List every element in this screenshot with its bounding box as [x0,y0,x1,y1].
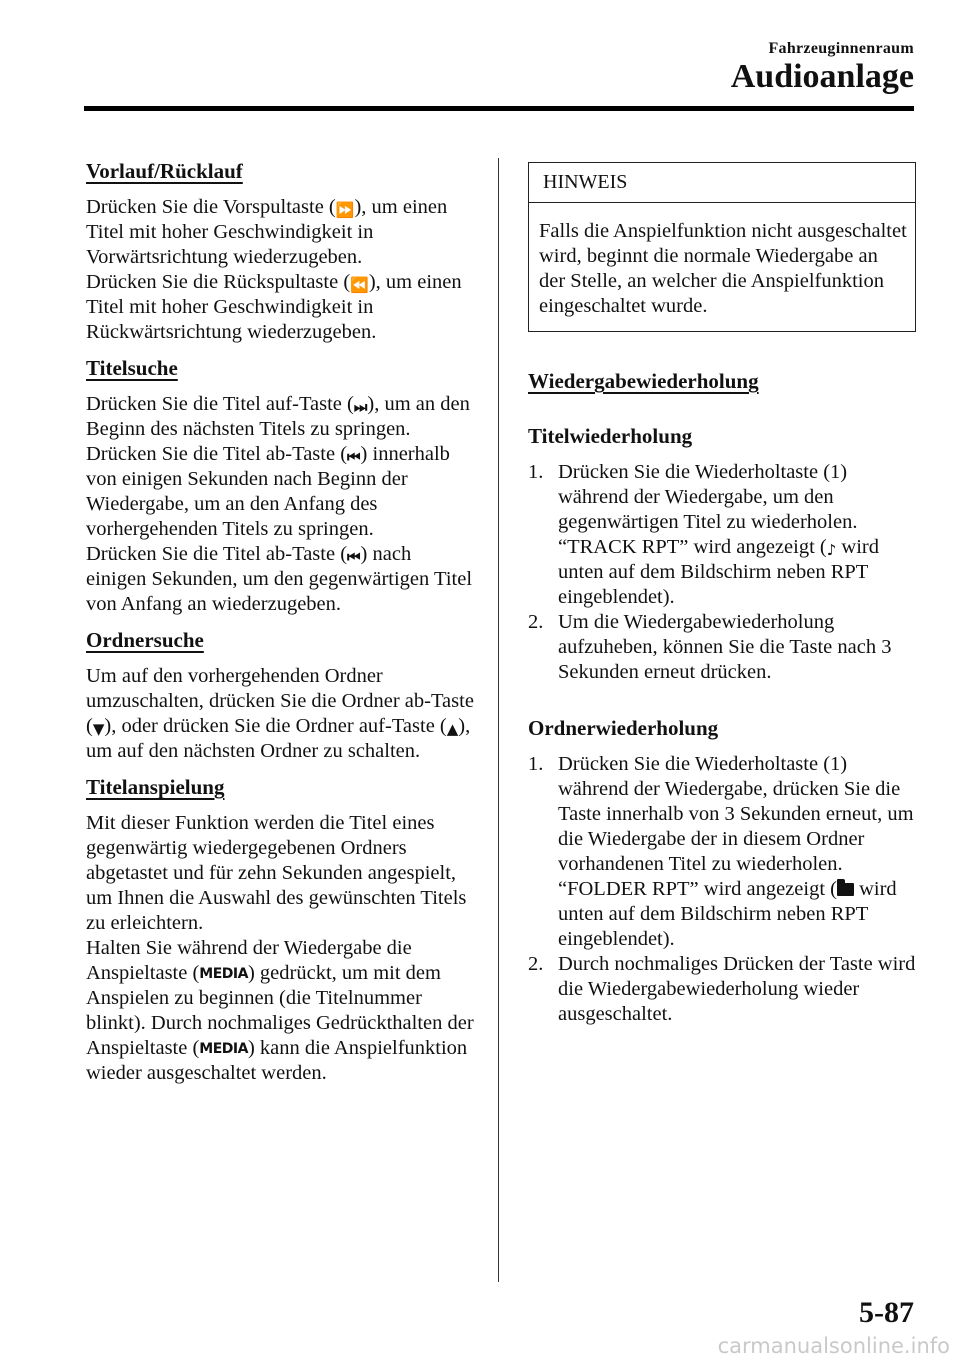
text: Um auf den vorhergehenden Ordner umzuschalten, drücken Sie die Ordner ab-Taste ( [86,665,474,737]
text: ), um einen Titel mit hoher Geschwindigkeit in Vorwärtsrichtung wiederzugeben. [86,196,448,268]
heading-titelsuche: Titelsuche [86,356,178,380]
heading-titelwiederholung: Titelwiederholung [528,424,693,448]
rewind-icon: ⏪ [350,276,369,294]
text: Drücken Sie die Titel ab-Taste ( [86,443,348,465]
paragraph-scan-intro: Mit dieser Funktion werden die Titel eines gegenwärtig wiedergegebenen Ordners abgetastet und für zehn Sekunden angespielt, um Ihnen die Auswahl des gewünschten Titels zu erleichtern. [86,812,467,934]
text: wird unten auf dem Bildschirm neben RPT eingeblendet). [558,536,879,608]
music-note-icon: ♪ [826,541,837,559]
header-rule [84,106,914,111]
page-title: Audioanlage [730,58,914,95]
page-number: 5-87 [859,1296,914,1329]
note-box [528,162,916,332]
fast-forward-icon: ⏩ [335,201,355,219]
note-title: HINWEIS [529,163,915,203]
heading-vorlauf-ruecklauf: Vorlauf/Rücklauf [86,159,243,183]
paragraph-restart-track [86,542,476,617]
right-column [528,162,916,1027]
text: ), um auf den nächsten Ordner zu schalten. [86,715,471,762]
list-number: 2. [528,953,544,975]
heading-ordnerwiederholung: Ordnerwiederholung [528,716,719,740]
list-text [558,460,916,610]
left-column [86,158,476,1086]
heading-ordnersuche: Ordnersuche [86,628,204,652]
list-item [528,952,916,1027]
column-divider [498,158,499,1282]
paragraph-scan-usage [86,936,476,1086]
text: Drücken Sie die Wiederholtaste (1) während der Wiedergabe, um den gegenwärtigen Titel zu wiederholen. “TRACK RPT” wird angezeigt ( [558,461,858,558]
media-button-icon: MEDIA [199,1041,248,1057]
folder-down-icon: ▼ [92,720,105,738]
text: ) nach einigen Sekunden, um den gegenwärtigen Titel von Anfang an wiederzugeben. [86,543,473,615]
list-number: 1. [528,753,544,775]
prev-track-icon: ⏮ [347,548,361,566]
list-text [558,752,916,952]
list-item [528,610,916,685]
text: Drücken Sie die Titel auf-Taste ( [86,393,354,415]
text: Drücken Sie die Vorspultaste ( [86,196,336,218]
paragraph-folder-search [86,664,476,764]
list-item [528,752,916,952]
text: ) gedrückt, um mit dem Anspielen zu beginnen (die Titelnummer blinkt). Durch nochmaliges Gedrückthalten der Anspieltaste ( [86,962,474,1059]
text: Drücken Sie die Rückspultaste ( [86,271,351,293]
paragraph-forward [86,195,476,270]
section-label: Fahrzeuginnenraum [768,40,914,57]
heading-titelanspielung: Titelanspielung [86,775,225,799]
folder-repeat-steps [528,752,916,1027]
paragraph-rewind [86,270,476,345]
track-repeat-steps [528,460,916,685]
paragraph-next-track [86,392,476,442]
list-text: Durch nochmaliges Drücken der Taste wird die Wiedergabewiederholung wieder ausgeschaltet. [558,953,916,1025]
next-track-icon: ⏭ [353,398,368,416]
text: Halten Sie während der Wiedergabe die Anspieltaste ( [86,937,412,984]
heading-wiedergabewiederholung: Wiedergabewiederholung [528,369,759,393]
paragraph-prev-track [86,442,476,542]
media-button-icon: MEDIA [199,966,248,982]
list-text: Um die Wiedergabewiederholung aufzuheben, können Sie die Taste nach 3 Sekunden erneut drücken. [558,611,892,683]
list-item [528,460,916,610]
list-number: 1. [528,461,544,483]
text: Drücken Sie die Titel ab-Taste ( [86,543,348,565]
text: ) kann die Anspielfunktion wieder ausgeschaltet werden. [86,1037,468,1084]
text: wird unten auf dem Bildschirm neben RPT eingeblendet). [558,878,897,950]
text: ), oder drücken Sie die Ordner auf-Taste ( [104,715,447,737]
prev-track-icon: ⏮ [347,448,361,466]
folder-icon [837,883,854,896]
watermark: carmanualsonline.info [717,1334,950,1358]
text: ) innerhalb von einigen Sekunden nach Beginn der Wiedergabe, um an den Anfang des vorhergehenden Titels zu springen. [86,443,450,540]
text: ), um an den Beginn des nächsten Titels zu springen. [86,393,470,440]
note-body: Falls die Anspielfunktion nicht ausgeschaltet wird, beginnt die normale Wiedergabe an der Stelle, an welcher die Anspielfunktion eingeschaltet wurde. [539,220,907,317]
text: Drücken Sie die Wiederholtaste (1) während der Wiedergabe, drücken Sie die Taste innerhalb von 3 Sekunden erneut, um die Wiedergabe der in diesem Ordner vorhandenen Titel zu wiederholen. “FOLDER RPT” wird angezeigt ( [558,753,914,900]
list-number: 2. [528,611,544,633]
folder-up-icon: ▲ [446,720,459,738]
text: ), um einen Titel mit hoher Geschwindigkeit in Rückwärtsrichtung wiederzugeben. [86,271,462,343]
